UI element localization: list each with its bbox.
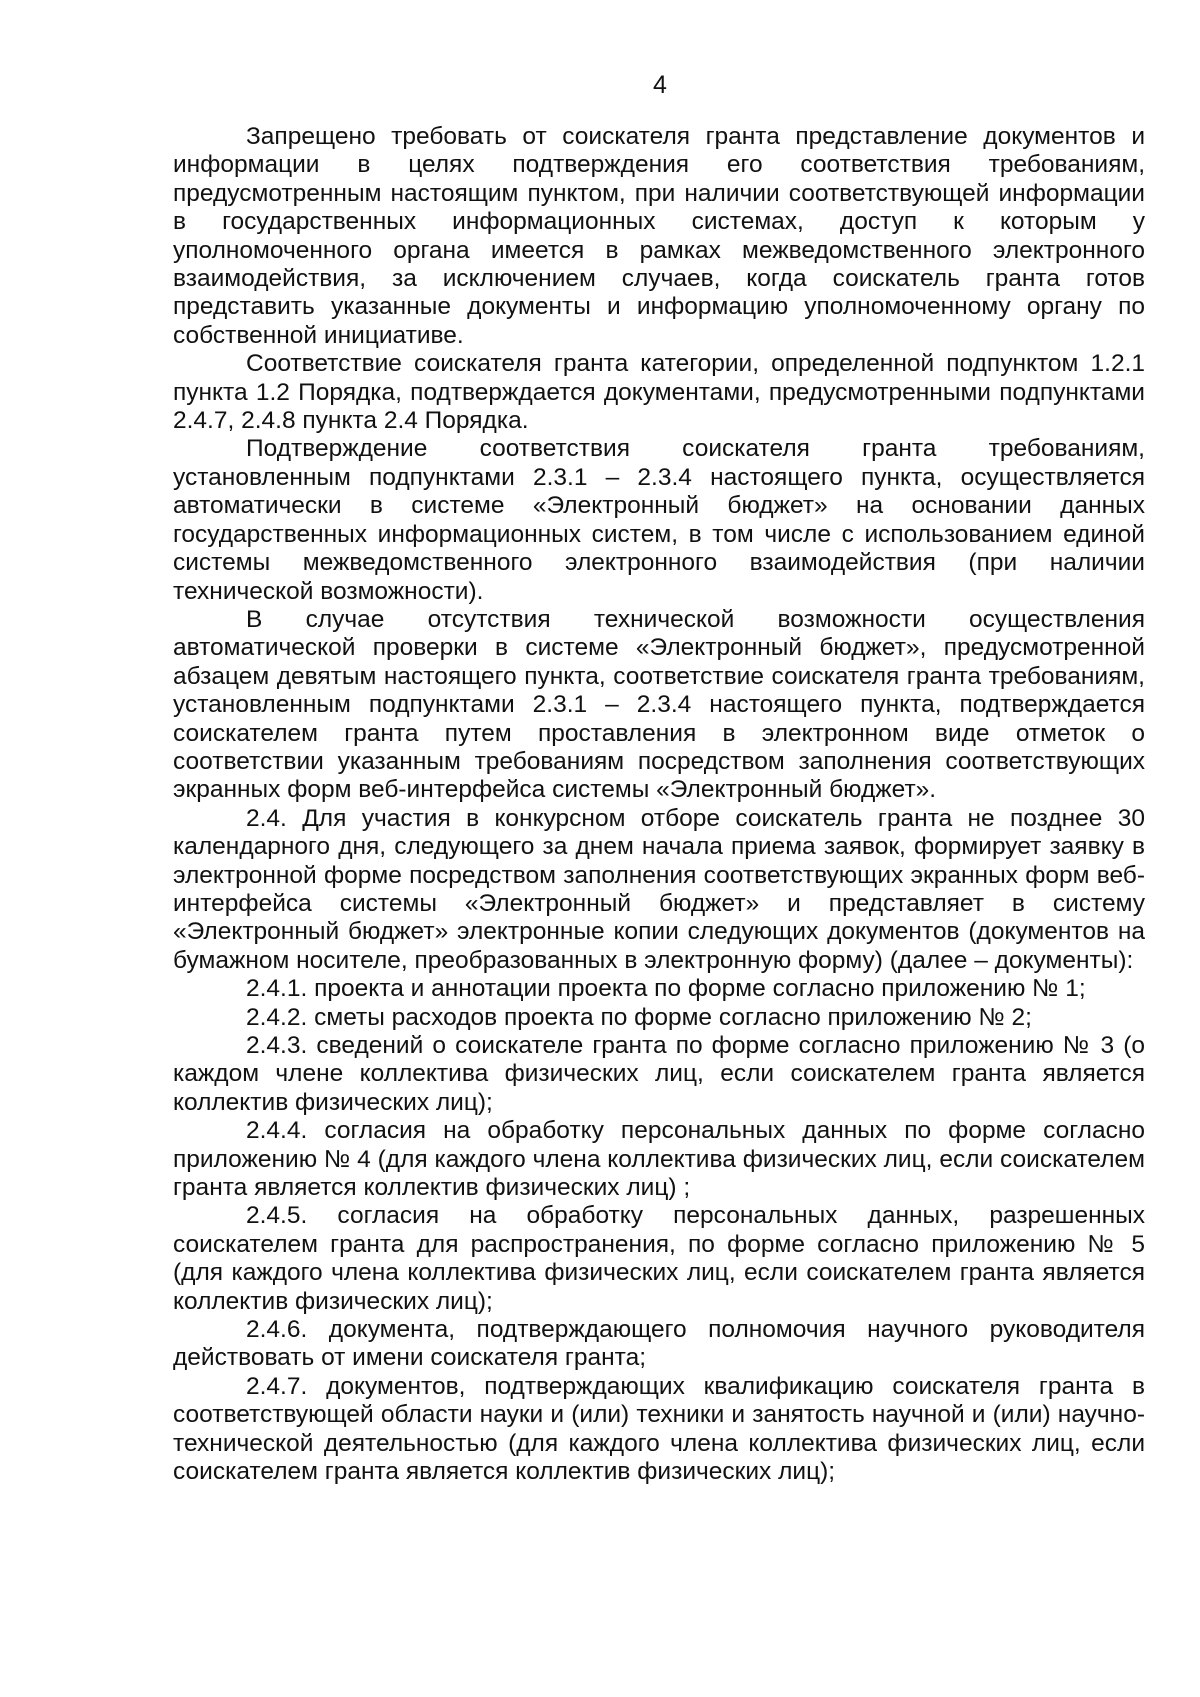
paragraph-automatic-verification: Подтверждение соответствия соискателя гранта требованиям, установленным подпунктами 2.3.1 – 2.3.4 настоящего пункта, осуществляется автоматически в системе «Электронный бюджет» на основании данных государственных информационных систем, в том числе с использованием единой системы межведомственного электронного взаимодействия (при наличии технической возможности).	[173, 435, 1145, 605]
page-number: 4	[653, 71, 667, 99]
paragraph-ban-on-requiring-documents: Запрещено требовать от соискателя гранта представление документов и информации в целях подтверждения его соответствия требованиям, предусмотренным настоящим пунктом, при наличии соответствующей информации в государственных информационных системах, доступ к которым у уполномоченного органа имеется в рамках межведомственного электронного взаимодействия, за исключением случаев, когда соискатель гранта готов представить указанные документы и информацию уполномоченному органу по собственной инициативе.	[173, 123, 1145, 349]
paragraph-2-4-6: 2.4.6. документа, подтверждающего полномочия научного руководителя действовать от имени соискателя гранта;	[173, 1316, 1145, 1372]
paragraph-2-4-7: 2.4.7. документов, подтверждающих квалификацию соискателя гранта в соответствующей области науки и (или) техники и занятость научной и (или) научно-технической деятельностью (для каждого члена коллектива физических лиц, если соискателем гранта является коллектив физических лиц);	[173, 1372, 1145, 1486]
paragraph-manual-verification: В случае отсутствия технической возможности осуществления автоматической проверки в системе «Электронный бюджет», предусмотренной абзацем девятым настоящего пункта, соответствие соискателя гранта требованиям, установленным подпунктами 2.3.1 – 2.3.4 настоящего пункта, подтверждается соискателем гранта путем проставления в электронном виде отметок о соответствии указанным требованиям посредством заполнения соответствующих экранных форм веб-интерфейса системы «Электронный бюджет».	[173, 605, 1145, 804]
document-body	[173, 123, 1145, 1487]
paragraph-category-compliance: Соответствие соискателя гранта категории, определенной подпунктом 1.2.1 пункта 1.2 Порядка, подтверждается документами, предусмотренными подпунктами 2.4.7, 2.4.8 пункта 2.4 Порядка.	[173, 350, 1145, 435]
paragraph-2-4-5: 2.4.5. согласия на обработку персональных данных, разрешенных соискателем гранта для распространения, по форме согласно приложению № 5 (для каждого члена коллектива физических лиц, если соискателем гранта является коллектив физических лиц);	[173, 1202, 1145, 1315]
paragraph-2-4-4: 2.4.4. согласия на обработку персональных данных по форме согласно приложению № 4 (для каждого члена коллектива физических лиц, если соискателем гранта является коллектив физических лиц) ;	[173, 1117, 1145, 1202]
paragraph-2-4-2: 2.4.2. сметы расходов проекта по форме согласно приложению № 2;	[246, 1003, 1032, 1031]
paragraph-2-4-1: 2.4.1. проекта и аннотации проекта по форме согласно приложению № 1;	[246, 975, 1086, 1003]
paragraph-2-4-3: 2.4.3. сведений о соискателе гранта по форме согласно приложению № 3 (о каждом члене коллектива физических лиц, если соискателем гранта является коллектив физических лиц);	[173, 1032, 1145, 1116]
paragraph-2-4: 2.4. Для участия в конкурсном отборе соискатель гранта не позднее 30 календарного дня, следующего за днем начала приема заявок, формирует заявку в электронной форме посредством заполнения соответствующих экранных форм веб-интерфейса системы «Электронный бюджет» и представляет в систему «Электронный бюджет» электронные копии следующих документов (документов на бумажном носителе, преобразованных в электронную форму) (далее – документы):	[173, 804, 1145, 974]
